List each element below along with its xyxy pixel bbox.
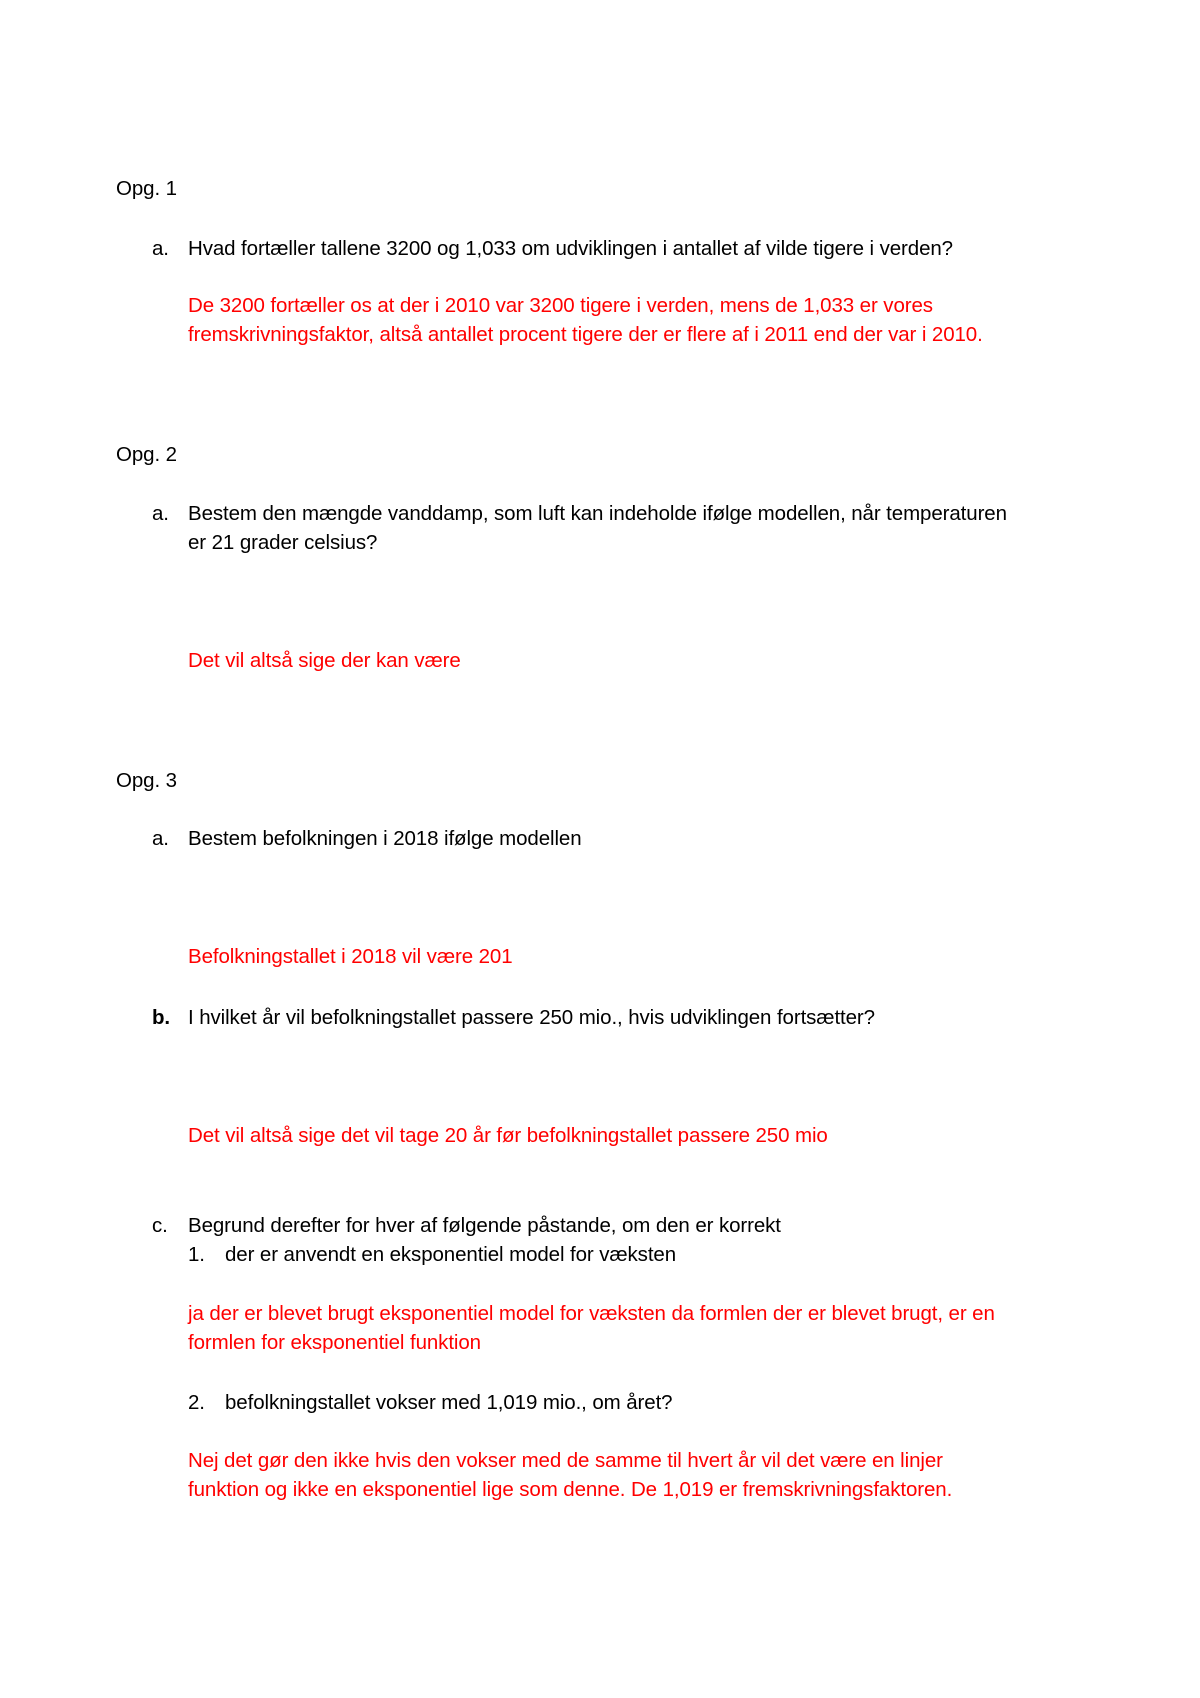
opg1-a-answer-line1: De 3200 fortæller os at der i 2010 var 3200 tigere i verden, mens de 1,033 er vores <box>188 294 933 317</box>
opg3-c-item2-answer-line1: Nej det gør den ikke hvis den vokser med de samme til hvert år vil det være en linjer <box>188 1449 943 1472</box>
opg3-c-item1-answer-line1: ja der er blevet brugt eksponentiel model for væksten da formlen der er blevet brugt, er en <box>188 1302 995 1325</box>
opg3-a-answer: Befolkningstallet i 2018 vil være 201 <box>188 945 513 968</box>
opg3-c-item1-answer-line2: formlen for eksponentiel funktion <box>188 1331 481 1354</box>
opg3-a-question: Bestem befolkningen i 2018 ifølge modellen <box>188 827 582 850</box>
opg1-a-question: Hvad fortæller tallene 3200 og 1,033 om udviklingen i antallet af vilde tigere i verden? <box>188 237 953 260</box>
opg2-a-answer: Det vil altså sige der kan være <box>188 649 461 672</box>
opg3-c-question: Begrund derefter for hver af følgende påstande, om den er korrekt <box>188 1214 781 1237</box>
opg2-heading: Opg. 2 <box>116 443 177 466</box>
opg3-b-question: I hvilket år vil befolkningstallet passere 250 mio., hvis udviklingen fortsætter? <box>188 1006 875 1029</box>
opg2-a-question-line1: Bestem den mængde vanddamp, som luft kan indeholde ifølge modellen, når temperaturen <box>188 502 1007 525</box>
opg3-c-item2-statement: befolkningstallet vokser med 1,019 mio., om året? <box>225 1391 673 1414</box>
opg3-c-marker: c. <box>152 1214 168 1237</box>
opg3-c-item1-statement: der er anvendt en eksponentiel model for væksten <box>225 1243 677 1266</box>
opg3-c-item2-answer-line2: funktion og ikke en eksponentiel lige som denne. De 1,019 er fremskrivningsfaktoren. <box>188 1478 953 1501</box>
opg3-a-marker: a. <box>152 827 169 850</box>
opg2-a-question-line2: er 21 grader celsius? <box>188 531 378 554</box>
opg1-heading: Opg. 1 <box>116 177 177 200</box>
opg3-c-item1-marker: 1. <box>188 1243 205 1266</box>
opg1-a-marker: a. <box>152 237 169 260</box>
opg3-b-answer: Det vil altså sige det vil tage 20 år før befolkningstallet passere 250 mio <box>188 1124 828 1147</box>
opg3-b-marker: b. <box>152 1006 171 1029</box>
opg1-a-answer-line2: fremskrivningsfaktor, altså antallet procent tigere der er flere af i 2011 end der var i 2010. <box>188 323 983 346</box>
opg2-a-marker: a. <box>152 502 169 525</box>
opg3-heading: Opg. 3 <box>116 769 177 792</box>
opg3-c-item2-marker: 2. <box>188 1391 205 1414</box>
